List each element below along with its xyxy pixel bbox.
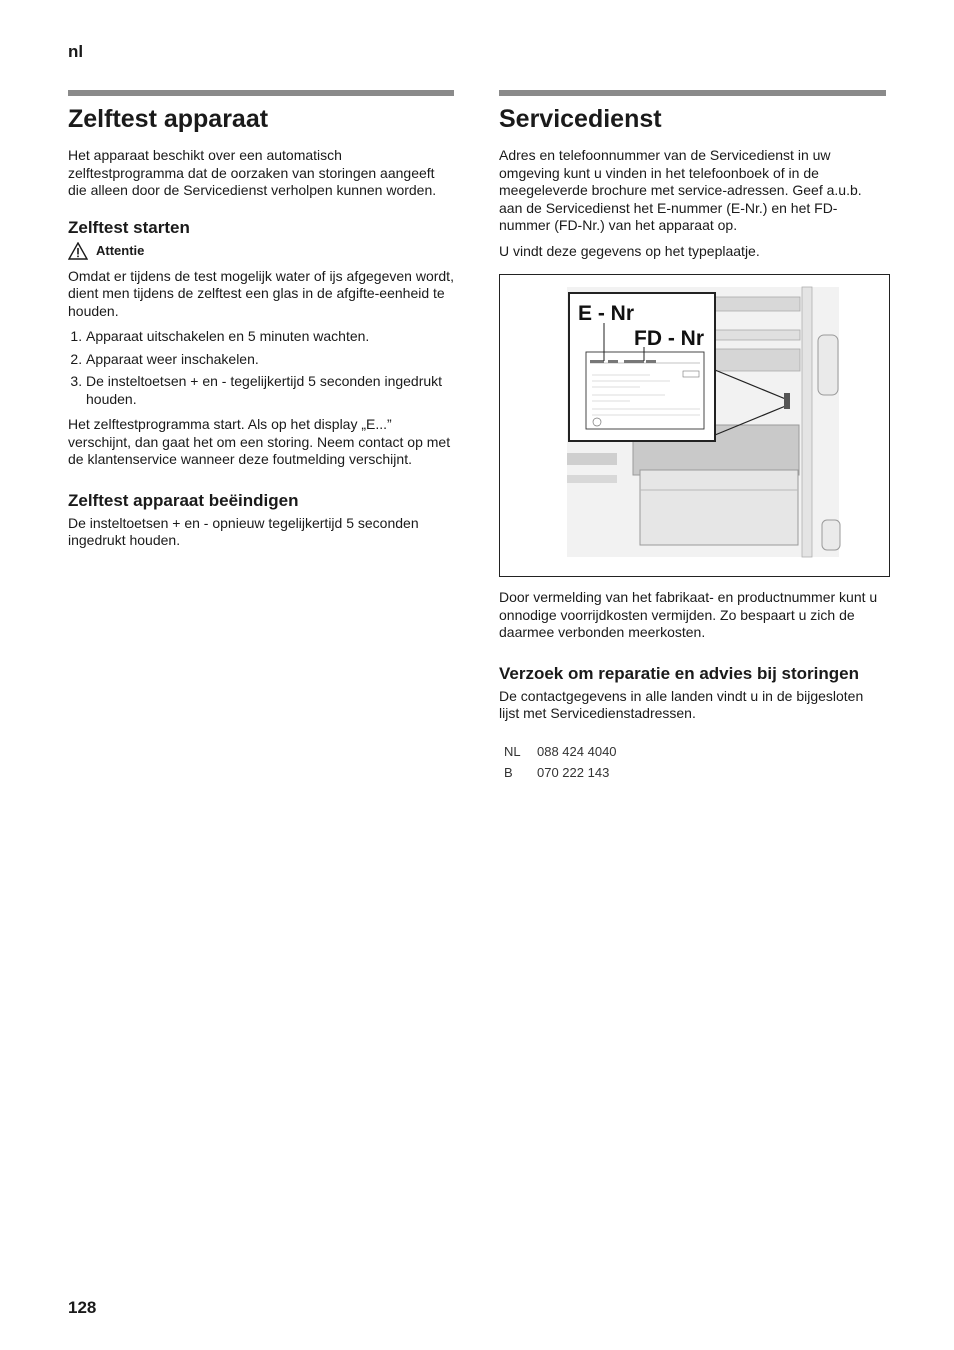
page-number: 128: [68, 1298, 97, 1317]
section-rule: [499, 90, 886, 96]
warning-note: [68, 242, 454, 260]
service-cost-note: Door vermelding van het fabrikaat- en productnummer kunt u onnodige voorrijdkosten vermijden. Zo bespaart u zich de daarmee verbonden meerkosten.: [499, 589, 878, 640]
right-column: [499, 90, 886, 783]
warning-icon: [68, 242, 88, 260]
selftest-end-text: De insteltoetsen + en - opnieuw tegelijkertijd 5 seconden ingedrukt houden.: [68, 514, 419, 548]
e-nr-label: E - Nr: [578, 302, 635, 325]
fridge-drawing: [500, 275, 889, 576]
section-title-selftest: Zelftest apparaat: [68, 105, 269, 133]
warning-label: Attentie: [96, 243, 145, 258]
left-column: [68, 90, 454, 558]
warning-text: Omdat er tijdens de test mogelijk water of ijs afgegeven wordt, dient men tijdens de zelftest een glas in de afgifte-eenheid te houden.: [68, 267, 454, 319]
heading-selftest-end: Zelftest apparaat beëindigen: [68, 490, 299, 510]
list-item: 3. De insteltoetsen + en - tegelijkertijd 5 seconden ingedrukt houden.: [86, 373, 454, 408]
heading-repair-request: Verzoek om reparatie en advies bij storingen: [499, 663, 859, 683]
country-code: NL: [504, 743, 521, 759]
heading-selftest-start: Zelftest starten: [68, 217, 190, 237]
selftest-intro: Het apparaat beschikt over een automatisch zelftestprogramma dat de oorzaken van storingen aangeeft die alleen door de Servicedienst verholpen kunnen worden.: [68, 147, 437, 198]
list-item: [499, 741, 886, 762]
selftest-after-text: Het zelftestprogramma start. Als op het display „E...” verschijnt, dan gaat het om een storing. Neem contact op met de klantenservice wanneer deze foutmelding verschijnt.: [68, 416, 451, 467]
country-code: B: [504, 764, 513, 780]
selftest-steps: [68, 328, 454, 408]
service-typeplate-note: U vindt deze gegevens op het typeplaatje.: [499, 242, 760, 259]
language-tag: nl: [68, 42, 84, 61]
list-item: [499, 762, 886, 783]
repair-text: De contactgegevens in alle landen vindt u in de bijgesloten lijst met Servicedienstadressen.: [499, 687, 864, 721]
typeplate-illustration: [499, 274, 890, 577]
phone-number: 088 424 4040: [537, 743, 617, 759]
phone-number: 070 222 143: [537, 764, 610, 780]
section-rule: [68, 90, 454, 96]
fd-nr-label: FD - Nr: [634, 327, 704, 350]
service-intro: Adres en telefoonnummer van de Servicedienst in uw omgeving kunt u vinden in het telefoonboek of in de meegeleverde brochure met service-adressen. Geef a.u.b. aan de Servicedienst het E-nummer (E-Nr.) en het FD-nummer (FD-Nr.) van het apparaat op.: [499, 147, 862, 233]
section-title-service: Servicedienst: [499, 105, 662, 133]
list-item: 2. Apparaat weer inschakelen.: [86, 351, 454, 369]
phone-list: [499, 741, 886, 783]
list-item: 1. Apparaat uitschakelen en 5 minuten wachten.: [86, 328, 454, 346]
